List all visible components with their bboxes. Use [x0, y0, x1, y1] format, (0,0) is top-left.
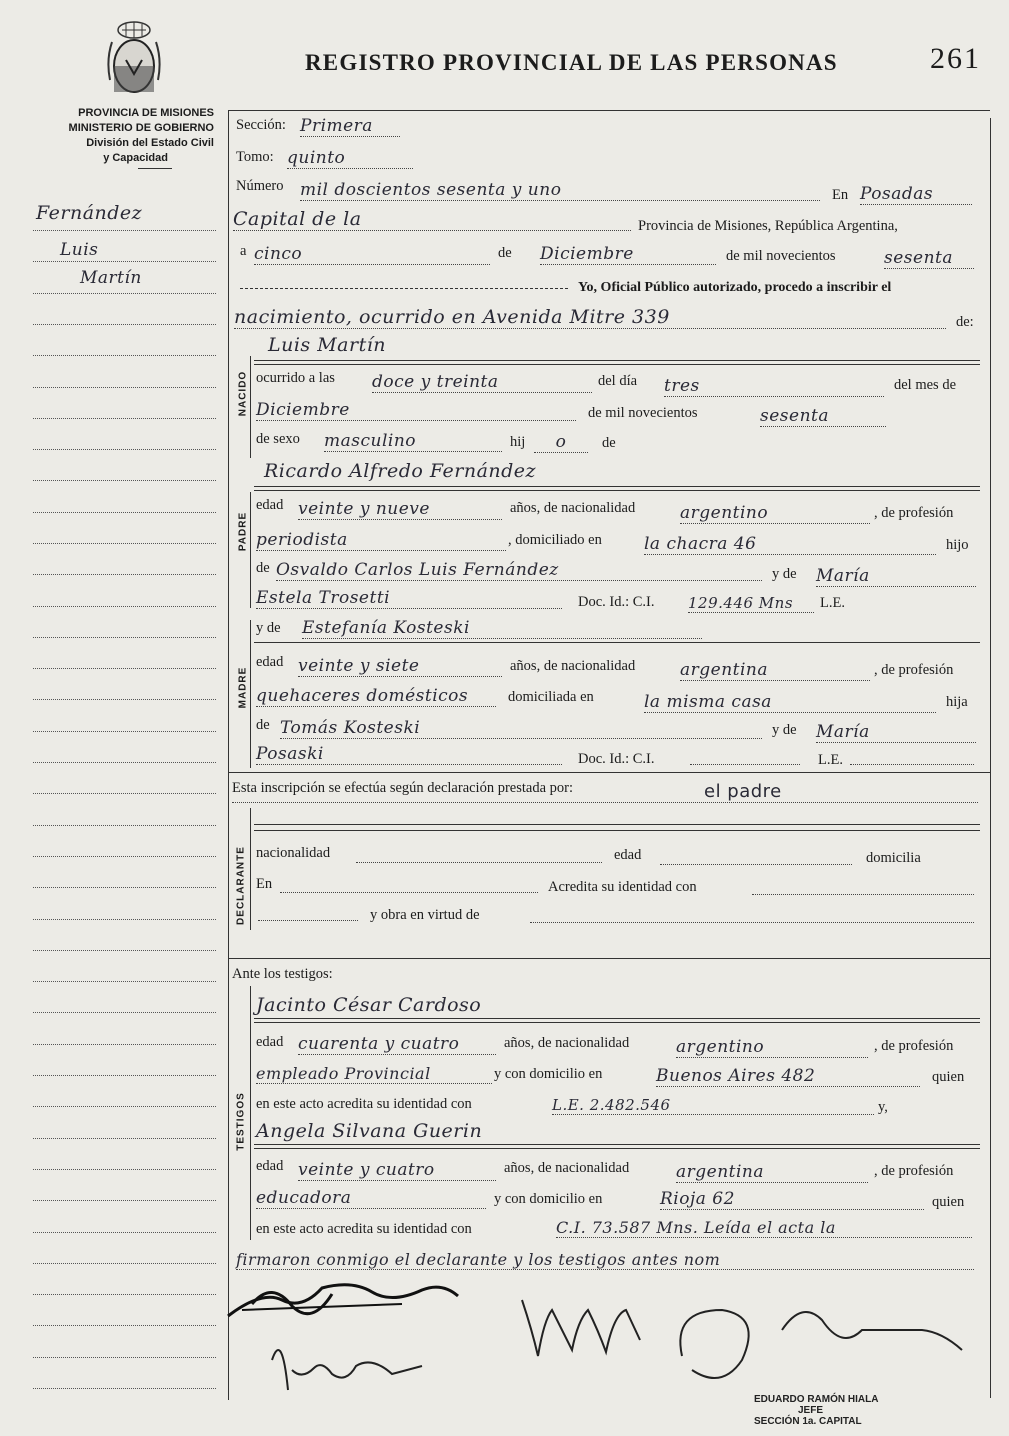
- testigos-bracket: [250, 986, 251, 1240]
- madre-edad-value: veinte y siete: [298, 656, 502, 677]
- madre-y-de-label: y de: [256, 620, 281, 636]
- madre-padre-value: Tomás Kosteski: [280, 718, 762, 739]
- margin-rule-line: [33, 825, 216, 826]
- padre-y-de-label: y de: [772, 566, 797, 582]
- official-stamp: [754, 1394, 878, 1427]
- testigo2-doc-value: C.I. 73.587 Mns. Leída el acta la: [556, 1218, 972, 1238]
- margin-rule-line: [33, 762, 216, 763]
- margin-rule-line: [33, 324, 216, 325]
- declarante-por-value: el padre: [704, 781, 782, 802]
- margin-rule-line: [33, 699, 216, 700]
- testigo2-nombre-line: [254, 1144, 980, 1145]
- margin-rule-line: [33, 574, 216, 575]
- madre-doc-line: [690, 764, 800, 765]
- madre-y-de-label-2: y de: [772, 722, 797, 738]
- anio-value: sesenta: [884, 248, 974, 269]
- margin-rule-line: [33, 793, 216, 794]
- madre-le-label: L.E.: [818, 752, 843, 768]
- margin-rule-line: [33, 1232, 216, 1233]
- padre-bracket: [250, 492, 251, 608]
- margin-rule-line: [33, 606, 216, 607]
- capital-value: Capital de la: [233, 208, 631, 231]
- nacido-nombre: Luis Martín: [268, 334, 387, 356]
- testigo1-acredita-label: en este acto acredita su identidad con: [256, 1096, 472, 1112]
- margin-rule-line: [33, 355, 216, 356]
- province-label: PROVINCIA DE MISIONES: [78, 107, 214, 119]
- margin-rule-line: [33, 1044, 216, 1045]
- testigo2-domicilio-value: Rioja 62: [660, 1189, 924, 1210]
- seccion-value: Primera: [300, 116, 400, 137]
- nacido-mes-value: Diciembre: [256, 400, 576, 421]
- a-label: a: [240, 243, 247, 259]
- margin-rule-line: [33, 1138, 216, 1139]
- mes-value: Diciembre: [540, 244, 716, 265]
- del-mes-label: del mes de: [894, 377, 957, 393]
- testigo2-edad-label: edad: [256, 1158, 284, 1174]
- nacido-nombre-line-2: [254, 364, 980, 365]
- acredita-line: [752, 894, 974, 895]
- side-label-testigos: TESTIGOS: [235, 1092, 247, 1151]
- margin-rule-line: [33, 512, 216, 513]
- madre-de-label: de: [256, 717, 270, 733]
- padre-profesion-value: periodista: [256, 530, 506, 551]
- margin-rule-line: [33, 1388, 216, 1389]
- testigo1-nombre-line-2: [254, 1022, 980, 1023]
- padre-edad-value: veinte y nueve: [298, 499, 502, 520]
- side-label-padre: PADRE: [237, 511, 249, 552]
- testigo1-doc-value: L.E. 2.482.546: [552, 1096, 874, 1115]
- madre-doc-label: Doc. Id.: C.I.: [578, 751, 655, 767]
- de-sexo-label: de sexo: [256, 431, 300, 447]
- margin-rule-line: [33, 1325, 216, 1326]
- de-label: de: [498, 245, 512, 261]
- ocurrido-label: ocurrido a las: [256, 370, 335, 386]
- testigo1-y-label: y,: [878, 1099, 888, 1115]
- numero-value: mil doscientos sesenta y uno: [300, 180, 820, 201]
- testigo1-domicilio-label: y con domicilio en: [494, 1066, 603, 1082]
- testigo2-domicilio-label: y con domicilio en: [494, 1191, 603, 1207]
- padre-anos-label: años, de nacionalidad: [510, 500, 636, 516]
- margin-rule-line: [33, 1357, 216, 1358]
- testigo2-nacionalidad-value: argentina: [676, 1162, 868, 1183]
- margin-rule-line: [33, 418, 216, 419]
- nacido-de-label: de: [602, 435, 616, 451]
- padre-le-label: L.E.: [820, 595, 845, 611]
- coat-of-arms-icon: [104, 20, 164, 98]
- margin-name-1: Luis: [60, 240, 99, 260]
- margin-rule-line: [33, 919, 216, 920]
- testigo2-nombre: Angela Silvana Guerin: [256, 1120, 483, 1142]
- testigo2-anos-label: años, de nacionalidad: [504, 1160, 630, 1176]
- margin-rule-line: [33, 1294, 216, 1295]
- margin-rule-line: [33, 387, 216, 388]
- acredita-label: Acredita su identidad con: [548, 879, 697, 895]
- provincia-label: Provincia de Misiones, República Argentina,: [638, 218, 898, 234]
- domicilia-label: domicilia: [866, 850, 921, 866]
- testigo1-profesion-label: , de profesión: [874, 1038, 954, 1054]
- margin-rule-line: [33, 261, 216, 262]
- testigo2-acredita-label: en este acto acredita su identidad con: [256, 1221, 472, 1237]
- hij-suffix: o: [534, 432, 588, 453]
- ciudad-value: Posadas: [860, 184, 972, 205]
- top-border: [228, 110, 990, 111]
- hija-label: hija: [946, 694, 968, 710]
- acto-value: nacimiento, ocurrido en Avenida Mitre 339: [234, 306, 946, 329]
- side-label-madre: MADRE: [237, 666, 249, 709]
- tomo-label: Tomo:: [236, 149, 274, 165]
- testigo1-nombre-line: [254, 1018, 980, 1019]
- margin-rule-line: [33, 480, 216, 481]
- header-divider: [138, 168, 172, 169]
- declarante-name-line-2: [254, 830, 980, 831]
- issuer-header: [20, 106, 214, 169]
- margin-rule-line: [33, 856, 216, 857]
- side-label-nacido: NACIDO: [237, 370, 249, 417]
- ministry-label: MINISTERIO DE GOBIERNO: [68, 122, 214, 134]
- testigo1-nombre: Jacinto César Cardoso: [256, 994, 482, 1016]
- testigo1-domicilio-value: Buenos Aires 482: [656, 1066, 920, 1087]
- padre-profesion-label: , de profesión: [874, 505, 954, 521]
- testigo2-nombre-line-2: [254, 1148, 980, 1149]
- signature-testigo-2: [680, 1310, 962, 1378]
- madre-madre-2-value: Posaski: [256, 744, 562, 765]
- padre-nombre: Ricardo Alfredo Fernández: [264, 460, 537, 482]
- margin-rule-line: [33, 731, 216, 732]
- madre-bracket: [250, 620, 251, 768]
- margin-rule-line: [33, 668, 216, 669]
- dia-value: cinco: [254, 244, 490, 265]
- nacido-mil-label: de mil novecientos: [588, 405, 698, 421]
- padre-madre-2-value: Estela Trosetti: [256, 588, 562, 609]
- madre-profesion-value: quehaceres domésticos: [256, 686, 496, 707]
- division-label: División del Estado Civil: [86, 137, 214, 149]
- declarante-bracket: [250, 808, 251, 930]
- signature-testigo-1: [522, 1300, 640, 1356]
- margin-rule-line: [33, 1169, 216, 1170]
- stamp-line-3: SECCIÓN 1a. CAPITAL: [754, 1416, 862, 1427]
- madre-domicilio-value: la misma casa: [644, 692, 936, 713]
- sexo-value: masculino: [324, 431, 502, 452]
- tomo-value: quinto: [287, 148, 413, 169]
- margin-rule-line: [33, 1263, 216, 1264]
- madre-nombre-line: [254, 642, 980, 643]
- padre-nombre-line: [254, 486, 980, 487]
- madre-divider: [228, 772, 990, 773]
- numero-label: Número: [236, 178, 284, 194]
- inscripcion-line: [232, 802, 978, 803]
- declarante-en-label: En: [256, 876, 273, 892]
- declarante-divider: [228, 958, 990, 959]
- testigo2-profesion-label: , de profesión: [874, 1163, 954, 1179]
- hijo-label: hijo: [946, 537, 969, 553]
- padre-edad-label: edad: [256, 497, 284, 513]
- declarante-en-line: [280, 892, 538, 893]
- margin-name-2: Martín: [80, 268, 142, 288]
- padre-nombre-line-2: [254, 490, 980, 491]
- right-border: [990, 118, 991, 1398]
- margin-rule-line: [33, 1075, 216, 1076]
- testigo1-edad-label: edad: [256, 1034, 284, 1050]
- testigo1-anos-label: años, de nacionalidad: [504, 1035, 630, 1051]
- declarante-nacionalidad-label: nacionalidad: [256, 845, 331, 861]
- margin-rule-line: [33, 230, 216, 231]
- hora-value: doce y treinta: [372, 372, 592, 393]
- declarante-nacionalidad-line: [356, 862, 602, 863]
- margin-rule-line: [33, 887, 216, 888]
- padre-doc-value: 129.446 Mns: [688, 594, 814, 613]
- blank-dash-line: [240, 288, 568, 289]
- testigo2-quien-label: quien: [932, 1194, 965, 1210]
- madre-profesion-label: , de profesión: [874, 662, 954, 678]
- margin-rule-line: [33, 1200, 216, 1201]
- testigo1-profesion-value: empleado Provincial: [256, 1064, 492, 1084]
- padre-de-label: de: [256, 560, 270, 576]
- obra-line: [530, 922, 974, 923]
- stamp-line-2: JEFE: [798, 1405, 824, 1416]
- nacido-dia-value: tres: [664, 376, 884, 397]
- padre-domicilio-value: la chacra 46: [644, 534, 936, 555]
- declarante-edad-line: [660, 864, 852, 865]
- seccion-label: Sección:: [236, 117, 286, 133]
- testigo1-nacionalidad-value: argentino: [676, 1037, 868, 1058]
- en-label: En: [832, 187, 849, 203]
- margin-rule-line: [33, 950, 216, 951]
- padre-doc-label: Doc. Id.: C.I.: [578, 594, 655, 610]
- declarante-edad-label: edad: [614, 847, 642, 863]
- domiciliado-label: , domiciliado en: [508, 532, 602, 548]
- inscripcion-label: Esta inscripción se efectúa según declaración prestada por:: [232, 780, 574, 796]
- margin-rule-line: [33, 637, 216, 638]
- ante-testigos-label: Ante los testigos:: [232, 966, 333, 982]
- testigo1-quien-label: quien: [932, 1069, 965, 1085]
- nacido-anio-value: sesenta: [760, 406, 886, 427]
- nacido-nombre-line: [254, 360, 980, 361]
- division-label-2: y Capacidad: [103, 152, 168, 164]
- testigo2-profesion-value: educadora: [256, 1188, 486, 1209]
- domiciliada-label: domiciliada en: [508, 689, 594, 705]
- margin-divider: [228, 110, 229, 1400]
- madre-anos-label: años, de nacionalidad: [510, 658, 636, 674]
- margin-rule-line: [33, 1106, 216, 1107]
- de-colon-label: de:: [956, 314, 974, 330]
- margin-rule-line: [33, 1012, 216, 1013]
- madre-nombre: Estefanía Kosteski: [302, 618, 702, 639]
- del-dia-label: del día: [598, 373, 638, 389]
- stamp-line-1: EDUARDO RAMÓN HIALA: [754, 1394, 879, 1405]
- margin-rule-line: [33, 293, 216, 294]
- page-number: 261: [930, 42, 981, 75]
- margin-rule-line: [33, 543, 216, 544]
- testigo2-edad-value: veinte y cuatro: [298, 1160, 496, 1181]
- mil-novecientos-label: de mil novecientos: [726, 248, 836, 264]
- madre-nacionalidad-value: argentina: [680, 660, 870, 681]
- margin-surname: Fernández: [36, 202, 143, 224]
- madre-edad-label: edad: [256, 654, 284, 670]
- obra-label: y obra en virtud de: [370, 907, 480, 923]
- margin-rule-line: [33, 449, 216, 450]
- signature-declarante: [272, 1350, 422, 1390]
- obra-pre-line: [258, 920, 358, 921]
- oficial-label: Yo, Oficial Público autorizado, procedo a inscribir el: [578, 280, 892, 295]
- madre-madre-1-value: María: [816, 722, 976, 743]
- padre-madre-1-value: María: [816, 566, 976, 587]
- cierre-value: firmaron conmigo el declarante y los testigos antes nom: [236, 1250, 974, 1270]
- declarante-name-line: [254, 824, 980, 825]
- document-title: REGISTRO PROVINCIAL DE LAS PERSONAS: [305, 50, 838, 75]
- padre-nacionalidad-value: argentino: [680, 503, 870, 524]
- signature-official: [228, 1285, 458, 1316]
- hij-label: hij: [510, 434, 526, 450]
- margin-rule-line: [33, 981, 216, 982]
- testigo1-edad-value: cuarenta y cuatro: [298, 1034, 496, 1055]
- nacido-bracket: [250, 356, 251, 458]
- padre-padre-value: Osvaldo Carlos Luis Fernández: [276, 560, 762, 581]
- side-label-declarante: DECLARANTE: [235, 846, 247, 925]
- madre-le-line: [850, 764, 974, 765]
